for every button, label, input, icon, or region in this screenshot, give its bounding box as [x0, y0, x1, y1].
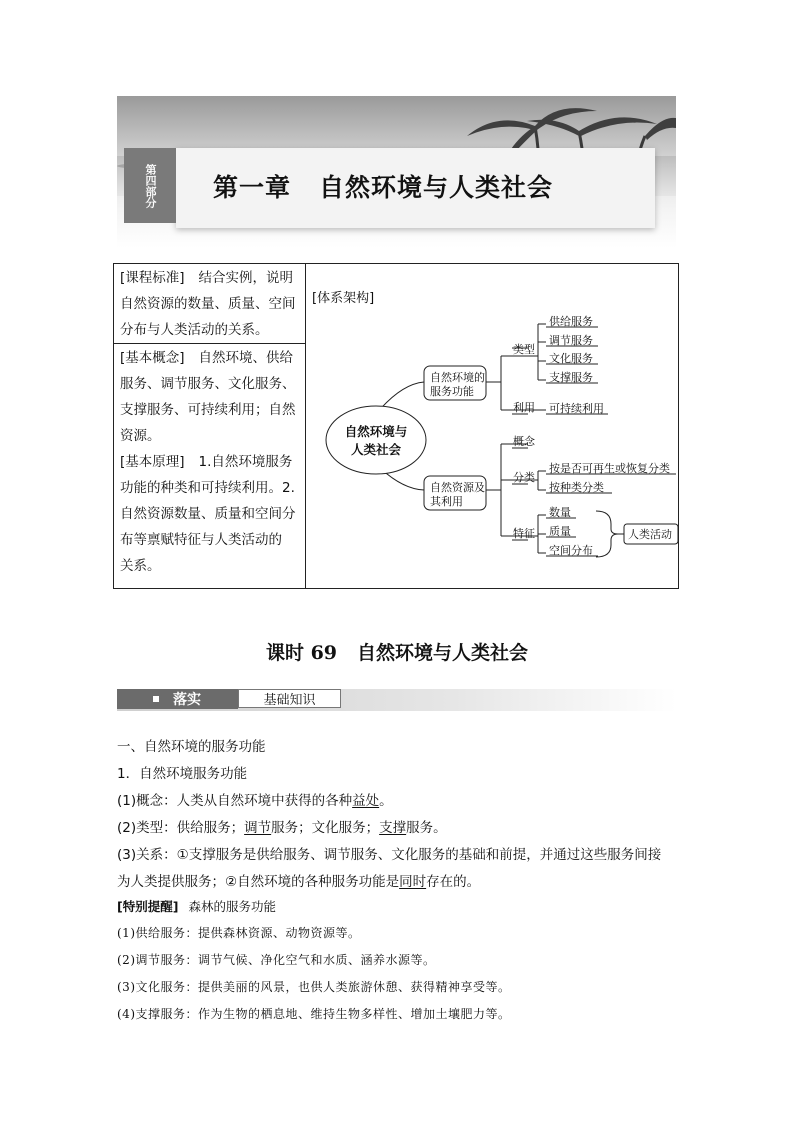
branch-node-line: 自然资源及 — [430, 481, 485, 494]
course-line: 自然资源的数量、质量、空间 — [120, 296, 296, 312]
section-tag-dark-label: 落实 — [173, 692, 201, 708]
course-line: 结合实例，说明 — [198, 270, 294, 286]
feature-item: 质量 — [549, 525, 571, 538]
basic-concept-tag: [基本概念] — [120, 350, 185, 366]
concept-line: (1)概念：人类从自然环境中获得的各种益处。 — [117, 793, 393, 809]
fill-blank: 支撑 — [379, 820, 407, 836]
principle-line: 关系。 — [120, 558, 161, 574]
relation-line-2: 为人类提供服务；②自然环境的各种服务功能是同时存在的。 — [117, 874, 481, 890]
branch-node-line: 自然环境的 — [430, 371, 485, 384]
part-tab — [124, 148, 176, 223]
fill-blank: 调节 — [244, 820, 272, 836]
section-tag-dark — [117, 689, 238, 709]
lesson-prefix: 课时 — [265, 642, 304, 664]
principle-line: 自然资源数量、质量和空间分 — [120, 506, 296, 522]
principle-line: 功能的种类和可持续利用。2. — [120, 480, 295, 496]
tip-item: (3)文化服务：提供美丽的风景，也供人类旅游休憩、获得精神享受等。 — [117, 980, 511, 994]
course-line: 分布与人类活动的关系。 — [120, 322, 269, 338]
use-label: 利用 — [513, 401, 535, 414]
center-node-line: 人类社会 — [350, 442, 402, 457]
framework-label: [体系架构] — [312, 291, 375, 306]
feature-label: 特征 — [513, 527, 535, 540]
framework-column — [306, 264, 678, 588]
branch-node-line: 其利用 — [430, 495, 463, 508]
framework-mind-map — [306, 264, 678, 588]
fill-blank: 同时 — [399, 874, 427, 890]
concept-label: 概念 — [513, 435, 535, 448]
tip-item: (2)调节服务：调节气候、净化空气和水质、涵养水源等。 — [117, 953, 436, 967]
lesson-title — [0, 638, 794, 665]
type-item: 调节服务 — [549, 334, 593, 347]
basic-principle-tag: [基本原理] — [120, 454, 185, 470]
use-item: 可持续利用 — [549, 402, 604, 415]
tip-item: (4)支撑服务：作为生物的栖息地、维持生物多样性、增加土壤肥力等。 — [117, 1007, 511, 1021]
tip-heading — [117, 897, 276, 915]
concept-line: 资源。 — [120, 428, 161, 444]
chapter-name: 自然环境与人类社会 — [319, 173, 554, 202]
lesson-name: 自然环境与人类社会 — [357, 642, 529, 664]
relation-line-1: (3)关系：①支撑服务是供给服务、调节服务、文化服务的基础和前提，并通过这些服务间接 — [117, 847, 662, 863]
standards-table — [113, 263, 679, 589]
part-label: 第四部分 — [144, 163, 157, 208]
class-label: 分类 — [513, 471, 535, 484]
type-item: 支撑服务 — [549, 371, 593, 384]
type-label: 类型 — [513, 343, 535, 356]
principle-line: 1.自然环境服务 — [198, 454, 293, 470]
class-item: 按是否可再生或恢复分类 — [549, 462, 670, 475]
tip-item: (1)供给服务：提供森林资源、动物资源等。 — [117, 926, 361, 940]
tip-title: 森林的服务功能 — [188, 899, 276, 914]
human-activity-label: 人类活动 — [628, 528, 672, 541]
branch-node-line: 服务功能 — [430, 385, 474, 398]
feature-item: 数量 — [549, 506, 571, 519]
type-line: (2)类型：供给服务；调节服务；文化服务；支撑服务。 — [117, 820, 447, 836]
center-node — [326, 406, 426, 474]
course-standard-tag: [课程标准] — [120, 270, 185, 286]
class-item: 按种类分类 — [549, 481, 604, 494]
standards-column — [114, 264, 306, 588]
heading-1: 一、自然环境的服务功能 — [117, 739, 266, 755]
square-bullet-icon — [153, 696, 159, 702]
concept-line: 支撑服务、可持续利用；自然 — [120, 402, 296, 418]
course-standard-cell — [114, 264, 305, 344]
tip-tag: [特别提醒] — [117, 899, 179, 914]
heading-2: 1．自然环境服务功能 — [117, 766, 248, 782]
center-node-line: 自然环境与 — [344, 424, 408, 439]
concept-line: 服务、调节服务、文化服务、 — [120, 376, 296, 392]
type-item: 供给服务 — [549, 315, 593, 328]
chapter-number: 第一章 — [213, 173, 292, 202]
concept-principle-cell — [114, 344, 305, 590]
chapter-title — [213, 168, 553, 204]
type-item: 文化服务 — [549, 352, 593, 365]
principle-line: 布等禀赋特征与人类活动的 — [120, 532, 282, 548]
lesson-number: 69 — [310, 642, 338, 664]
fill-blank: 益处 — [352, 793, 380, 809]
concept-line: 自然环境、供给 — [198, 350, 294, 366]
section-tag-light: 基础知识 — [238, 689, 341, 708]
feature-item: 空间分布 — [549, 544, 593, 557]
